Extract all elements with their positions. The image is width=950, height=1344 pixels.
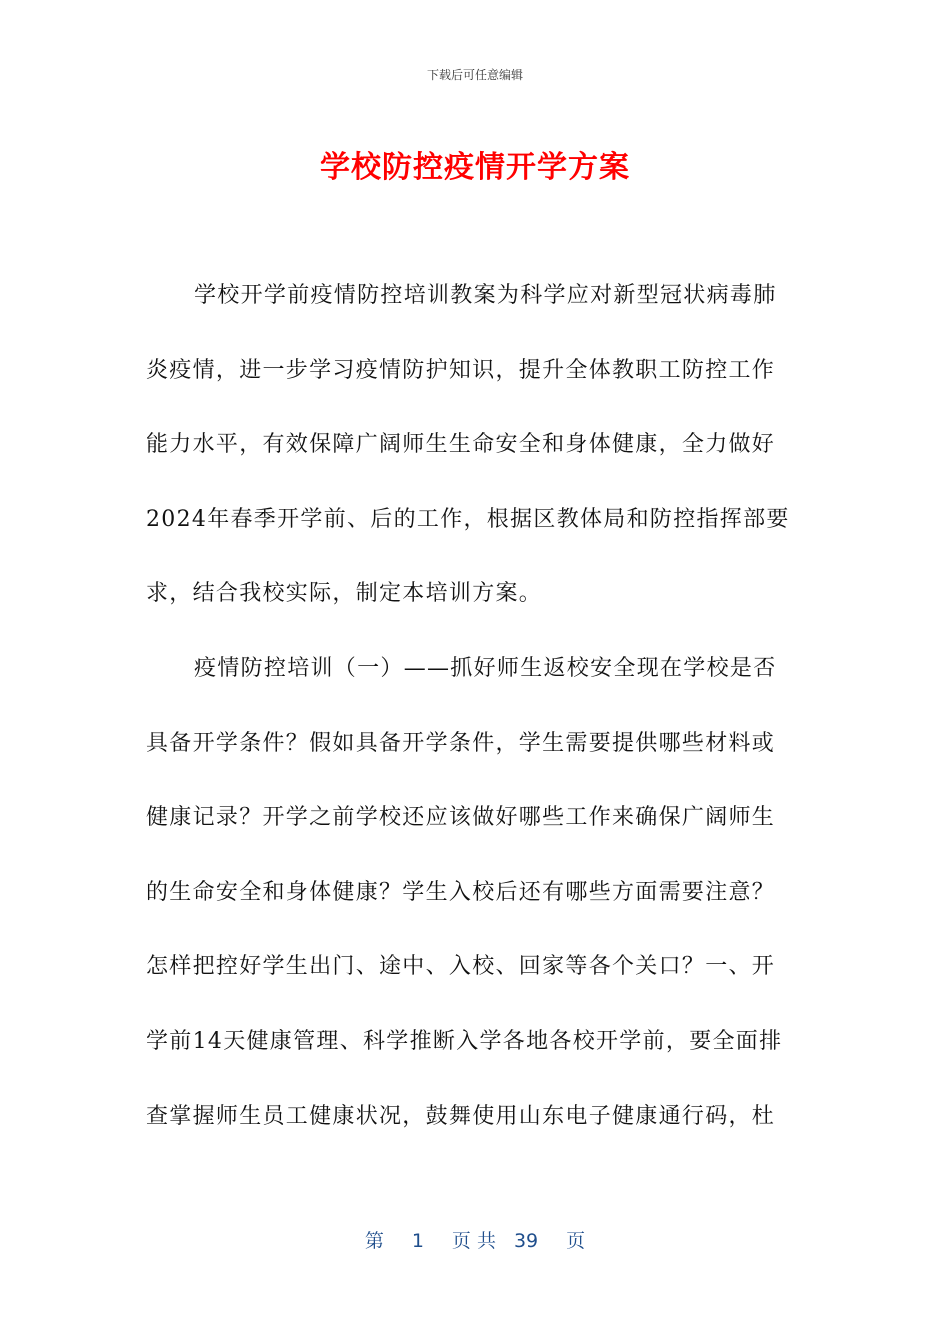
paragraph-line: 的生命安全和身体健康？学生入校后还有哪些方面需要注意？ <box>146 879 776 905</box>
footer-ye-gong: 页 共 <box>451 1230 496 1252</box>
document-title: 学校防控疫情开学方案 <box>320 150 630 185</box>
footer-total-pages: 39 <box>513 1230 539 1252</box>
footer-page-number: 1 <box>411 1230 424 1252</box>
page-footer <box>0 1226 950 1253</box>
paragraph-line: 疫情防控培训（一）——抓好师生返校安全现在学校是否 <box>194 655 777 681</box>
paragraph-line: 学校开学前疫情防控培训教案为科学应对新型冠状病毒肺 <box>194 283 777 308</box>
paragraph-line: 怎样把控好学生出门、途中、入校、回家等各个关口？一、开 <box>146 954 776 980</box>
footer-ye: 页 <box>566 1230 586 1252</box>
header-note: 下载后可任意编辑 <box>426 68 523 82</box>
paragraph-line: 学前14天健康管理、科学推断入学各地各校开学前，要全面排 <box>146 1028 783 1054</box>
paragraph-line: 炎疫情，进一步学习疫情防护知识，提升全体教职工防控工作 <box>146 357 776 383</box>
paragraph-line: 求，结合我校实际，制定本培训方案。 <box>146 581 543 607</box>
document-body <box>146 270 804 1165</box>
paragraph-line: 能力水平，有效保障广阔师生生命安全和身体健康，全力做好 <box>146 432 776 458</box>
paragraph-line: 2024年春季开学前、后的工作，根据区教体局和防控指挥部要 <box>146 506 790 532</box>
footer-di: 第 <box>364 1230 384 1252</box>
paragraph-line: 查掌握师生员工健康状况，鼓舞使用山东电子健康通行码，杜 <box>146 1103 776 1129</box>
paragraph-line: 具备开学条件？假如具备开学条件，学生需要提供哪些材料或 <box>146 730 776 756</box>
paragraph-line: 健康记录？开学之前学校还应该做好哪些工作来确保广阔师生 <box>146 805 776 831</box>
